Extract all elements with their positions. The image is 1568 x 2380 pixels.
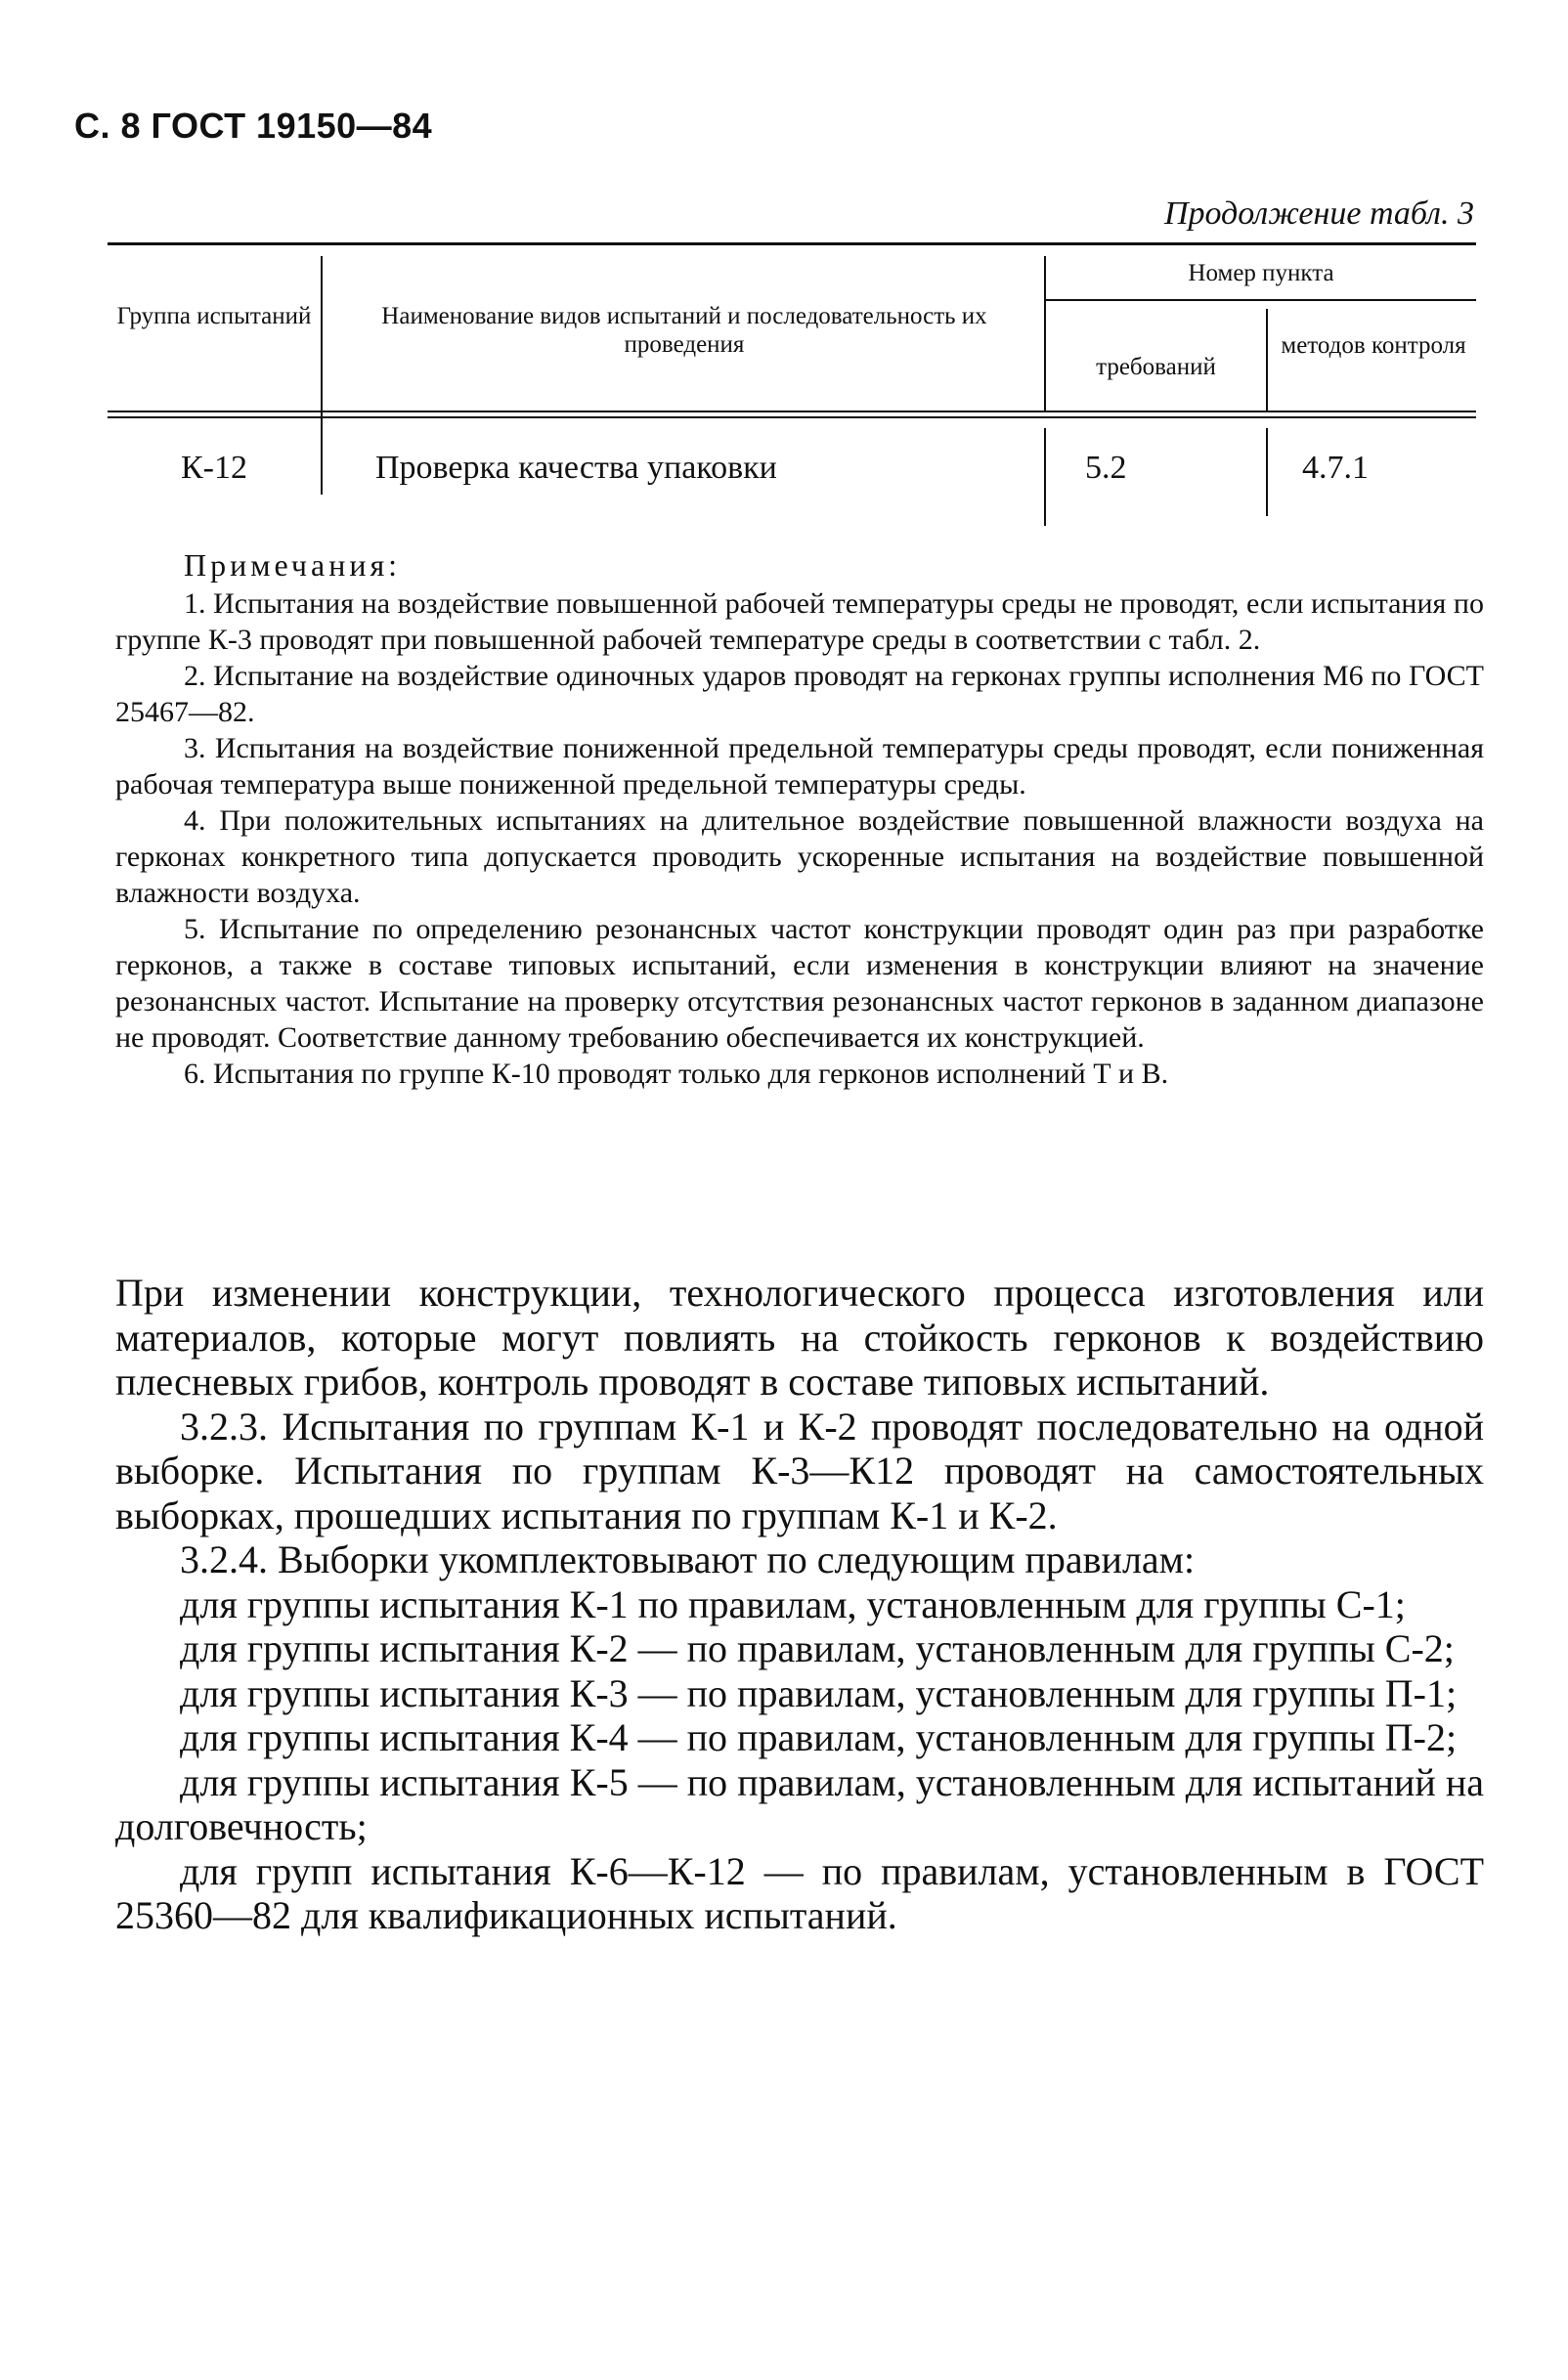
note-item: 6. Испытания по группе К-10 проводят только для герконов исполнений Т и В.: [184, 1058, 1169, 1090]
cell-methods: 4.7.1: [1302, 450, 1369, 486]
cell-name: Проверка качества упаковки: [375, 450, 777, 486]
column-header-clause: Номер пункта: [1188, 260, 1334, 286]
column-header-group: Группа испытаний: [116, 303, 312, 329]
body-paragraph: для группы испытания К-5 — по правилам, установленным для испытаний на долговечность;: [115, 1759, 1484, 1848]
body-paragraph: 3.2.3. Испытания по группам К-1 и К-2 проводят последовательно на одной выборке. Испытания по группам К-3—К12 проводят на самостоятельных выборках, прошедших испытания по группам К-1 и К-2.: [115, 1404, 1484, 1537]
body-paragraph: 3.2.4. Выборки укомплектовывают по следующим правилам:: [180, 1537, 1196, 1581]
table-header-rule: [108, 416, 1476, 418]
table-header-rule: [108, 411, 1476, 412]
body-paragraph: При изменении конструкции, технологического процесса изготовления или материалов, которые могут повлиять на стойкость герконов к воздействию плесневых грибов, контроль проводят в составе типовых испытаний.: [115, 1271, 1484, 1404]
cell-group: К-12: [181, 450, 247, 486]
body-paragraph: для групп испытания К-6—К-12 — по правилам, установленным в ГОСТ 25360—82 для квалификационных испытаний.: [115, 1848, 1484, 1937]
table-continuation-label: Продолжение табл. 3: [1163, 195, 1474, 232]
body-paragraph: для группы испытания К-3 — по правилам, установленным для группы П-1;: [180, 1670, 1458, 1715]
table-top-rule: [108, 242, 1476, 245]
cell-requirements: 5.2: [1085, 450, 1127, 486]
column-header-requirements: требований: [1096, 354, 1216, 380]
note-item: 4. При положительных испытаниях на длительное воздействие повышенной влажности воздуха на герконах конкретного типа допускается проводить ускоренные испытания на воздействие повышенной влажности воздуха.: [115, 804, 1484, 909]
body-paragraph: для группы испытания К-1 по правилам, установленным для группы С-1;: [180, 1581, 1406, 1626]
column-header-name: Наименование видов испытаний и последовательность их проведения: [381, 303, 987, 358]
body-paragraph: для группы испытания К-4 — по правилам, установленным для группы П-2;: [180, 1715, 1458, 1759]
table-divider: [321, 256, 323, 495]
notes-section: [115, 547, 1484, 1092]
table-divider: [1266, 309, 1268, 412]
body-text: [115, 1271, 1484, 1938]
table-divider: [1266, 428, 1268, 516]
note-item: 3. Испытания на воздействие пониженной предельной температуры среды проводят, если пониженная рабочая температура выше пониженной предельной температуры среды.: [115, 732, 1484, 801]
table-divider: [1044, 428, 1046, 526]
note-item: 1. Испытания на воздействие повышенной рабочей температуры среды не проводят, если испытания по группе К-3 проводят при повышенной рабочей температуре среды в соответствии с табл. 2.: [115, 587, 1484, 656]
table-subheader-rule: [1044, 299, 1476, 301]
note-item: 2. Испытание на воздействие одиночных ударов проводят на герконах группы исполнения М6 по ГОСТ 25467—82.: [115, 660, 1484, 728]
column-header-methods: методов контроля: [1281, 332, 1466, 359]
page-header: С. 8 ГОСТ 19150—84: [74, 106, 433, 146]
notes-title: Примечания:: [184, 547, 402, 583]
body-paragraph: для группы испытания К-2 — по правилам, установленным для группы С-2;: [180, 1626, 1455, 1670]
note-item: 5. Испытание по определению резонансных частот конструкции проводят один раз при разработке герконов, а также в составе типовых испытаний, если изменения в конструкции влияют на значение резонансных частот. Испытание на проверку отсутствия резонансных частот герконов в заданном диапазоне не проводят. Соответствие данному требованию обеспечивается их конструкцией.: [115, 913, 1484, 1054]
